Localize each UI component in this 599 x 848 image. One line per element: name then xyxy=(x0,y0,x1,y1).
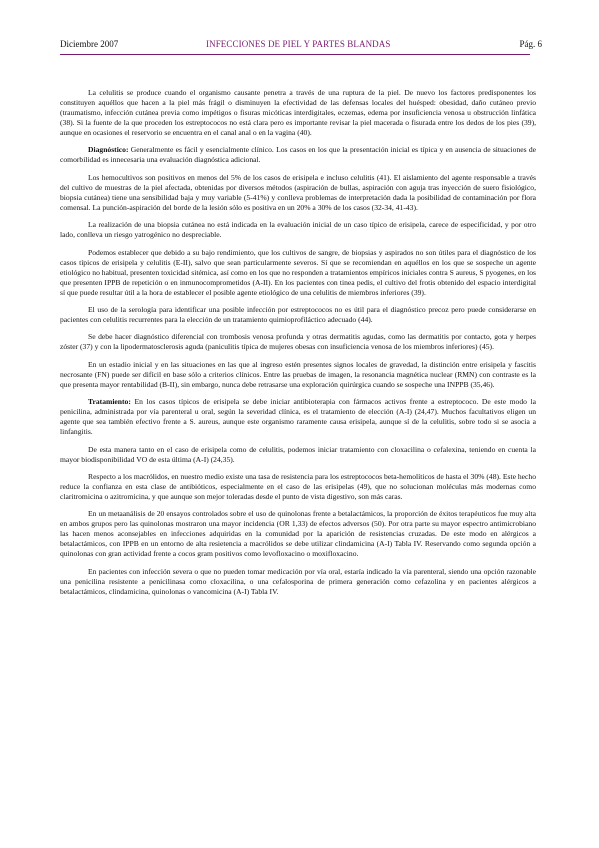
paragraph-text: En pacientes con infección severa o que no pueden tomar medicación por vía oral, estaría indicado la vía parenteral, siendo una opción razonable una penicilina resistente a penicilinasa como cloxacilina, o una cefalosporina de primera generación como cefazolina y en pacientes alérgicos a betalactámicos, clindamicina, quinolonas o vancomicina (A-I) Tabla IV. xyxy=(60,566,536,596)
paragraph-macrolidos xyxy=(60,472,536,502)
paragraph-text: El uso de la serología para identificar una posible infección por estreptococos no es útil para el diagnóstico precoz pero puede considerarse en pacientes con celulitis recurrentes para la elección de un tratamiento quimioprofiláctico adecuado (44). xyxy=(60,304,536,324)
paragraph-text: En un estadio inicial y en las situaciones en las que al ingreso estén presentes signos locales de gravedad, la distinción entre erisipela y fascitis necrosante (FN) puede ser difícil en base sólo a criterios clínicos. Entre las pruebas de imagen, la resonancia magnética nuclear (RMN) con contraste es la que presenta mayor rentabilidad (B-II), sin embargo, nunca debe retrasarse una exploración quirúrgica cuando se sospeche una INPPB (35,46). xyxy=(60,359,536,389)
paragraph-cultivos xyxy=(60,248,536,298)
paragraph-text: Los hemocultivos son positivos en menos del 5% de los casos de erisipela e incluso celulitis (41). El aislamiento del agente responsable a través del cultivo de muestras de la piel afectada, obtenidas por diversos métodos (aspiración de bullas, aspiración con aguja tras inyección de suero fisiológico, biopsia cutánea) tiene una sensibilidad baja y muy variable (5-41%) y conlleva problemas de interpretación dada la posibilidad de contaminación por flora comensal. La punción-aspiración del borde de la lesión sólo es positiva en un 20% a 30% de los casos (32-34, 41-43). xyxy=(60,172,536,212)
paragraph-celulitis-intro xyxy=(60,88,536,138)
paragraph-cloxacilina xyxy=(60,445,536,465)
paragraph-text: De esta manera tanto en el caso de erisipela como de celulitis, podemos iniciar tratamiento con cloxacilina o cefalexina, teniendo en cuenta la mayor biodisponibilidad VO de esta última (A-I) (24,35). xyxy=(60,444,536,464)
paragraph-text: En los casos típicos de erisipela se debe iniciar antibioterapia con fármacos activos frente a estreptococo. De este modo la penicilina, administrada por vía parenteral u oral, según la severidad clínica, es el tratamiento de elección (A-I) (24,47). Muchos facultativos eligen un agente que sea también efectivo frente a S. aureus, aunque este organismo raramente causa erisipela, aunque sí de la celulitis, sobre todo si se asocia a linfangitis. xyxy=(60,397,536,437)
paragraph-biopsia xyxy=(60,220,536,240)
paragraph-text: La realización de una biopsia cutánea no está indicada en la evaluación inicial de un caso típico de erisipela, carece de especificidad, y por otro lado, conlleva un riesgo yatrogénico no despreciable. xyxy=(60,220,536,240)
paragraph-metaanalisis xyxy=(60,509,536,559)
header-date: Diciembre 2007 xyxy=(60,39,119,49)
page-number: Pág. 6 xyxy=(519,39,542,49)
paragraph-text: Se debe hacer diagnóstico diferencial con trombosis venosa profunda y otras dermatitis agudas, como las dermatitis por contacto, gota y herpes zóster (37) y con la lipodermatosclerosis aguda (paniculitis típica de mujeres obesas con insuficiencia venosa de los miembros inferiores) (45). xyxy=(60,332,536,352)
header-divider xyxy=(60,54,530,55)
paragraph-serologia xyxy=(60,305,536,325)
page-header xyxy=(60,39,542,53)
document-body xyxy=(60,88,536,604)
paragraph-text: La celulitis se produce cuando el organismo causante penetra a través de una ruptura de la piel. De nuevo los factores predisponentes los constituyen aquéllos que hacen a la piel más frágil o disminuyen la efectividad de las defensas locales del huésped: obesidad, daño cutáneo previo (traumatismo, infección cutánea previa como impétigos o fisuras micóticas interdigitales, eczemas, edema por insuficiencia venosa u obstrucción linfática (38). Si la fuente de la que proceden los estreptococos no está clara pero es importante revisar la piel macerada o fisurada entre los dedos de los pies (39), aunque en ocasiones el reservorio se encuentra en el canal anal o en la vagina (40). xyxy=(60,88,536,137)
paragraph-text: En un metaanálisis de 20 ensayos controlados sobre el uso de quinolonas frente a betalactámicos, la proporción de éxitos terapéuticos fue muy alta en ambos grupos pero las quinolonas mostraron una mayor incidencia (OR 1,33) de efectos adversos (50). Por otra parte su mayor espectro antimicrobiano las hacen menos aconsejables en infecciones adquiridas en la comunidad por la aparición de resistencias cruzadas. De este modo en alérgicos a betalactámicos, con IPPB en un entorno de alta resietencia a macrólidos se debe utilizar clindamicina (A-I) Tabla IV. Reservando como segunda opción a quinolonas con gran actividad frente a cocos gram positivos como levofloxacino o moxifloxacino. xyxy=(60,509,536,559)
paragraph-text: Respecto a los macrólidos, en nuestro medio existe una tasa de resistencia para los estreptococos beta-hemolíticos de hasta el 30% (48). Este hecho reduce la confianza en esta clase de antibióticos, especialmente en el caso de las erisipelas (49), que no solucionan moléculas más modernas como claritromicina o azitromicina, y que aunque son mejor toleradas desde el punto de vista digestivo, son más caras. xyxy=(60,471,536,501)
paragraph-hemocultivos xyxy=(60,173,536,213)
paragraph-estadio-inicial xyxy=(60,360,536,390)
paragraph-infeccion-severa xyxy=(60,567,536,597)
paragraph-diagnostico-diferencial xyxy=(60,332,536,352)
paragraph-text: Podemos establecer que debido a su bajo rendimiento, que los cultivos de sangre, de biopsias y aspirados no son útiles para el diagnóstico de los casos típicos de erisipela y celulitis (E-II), salvo que sean particularmente severos. Sí que se recomiendan en aquéllos en los que se sospeche un agente etiológico no habitual, presenten toxicidad sitémica, así como en los que no responden a tratamientos empíricos iniciales contra S aureus, S pyogenes, en los que presenten IPPB de repetición o en inmunocomprometidos (A-II). En los pacientes con tinea pedis, el cultivo del frotis obtenido del espacio interdigital sí que puede resultar útil a la hora de establecer el posible agente etiológico de una celulitis de miembros inferiores (39). xyxy=(60,247,536,297)
header-title: INFECCIONES DE PIEL Y PARTES BLANDAS xyxy=(206,39,391,49)
paragraph-diagnostico xyxy=(60,145,536,165)
paragraph-tratamiento xyxy=(60,397,536,437)
paragraph-text: Generalmente es fácil y esencialmente clínico. Los casos en los que la presentación inicial es típica y en ausencia de situaciones de comorbilidad es innecesaria una evaluación diagnóstica adicional. xyxy=(60,145,536,165)
paragraph-lead: Tratamiento: xyxy=(88,397,131,407)
paragraph-lead: Diagnóstico: xyxy=(88,145,129,155)
